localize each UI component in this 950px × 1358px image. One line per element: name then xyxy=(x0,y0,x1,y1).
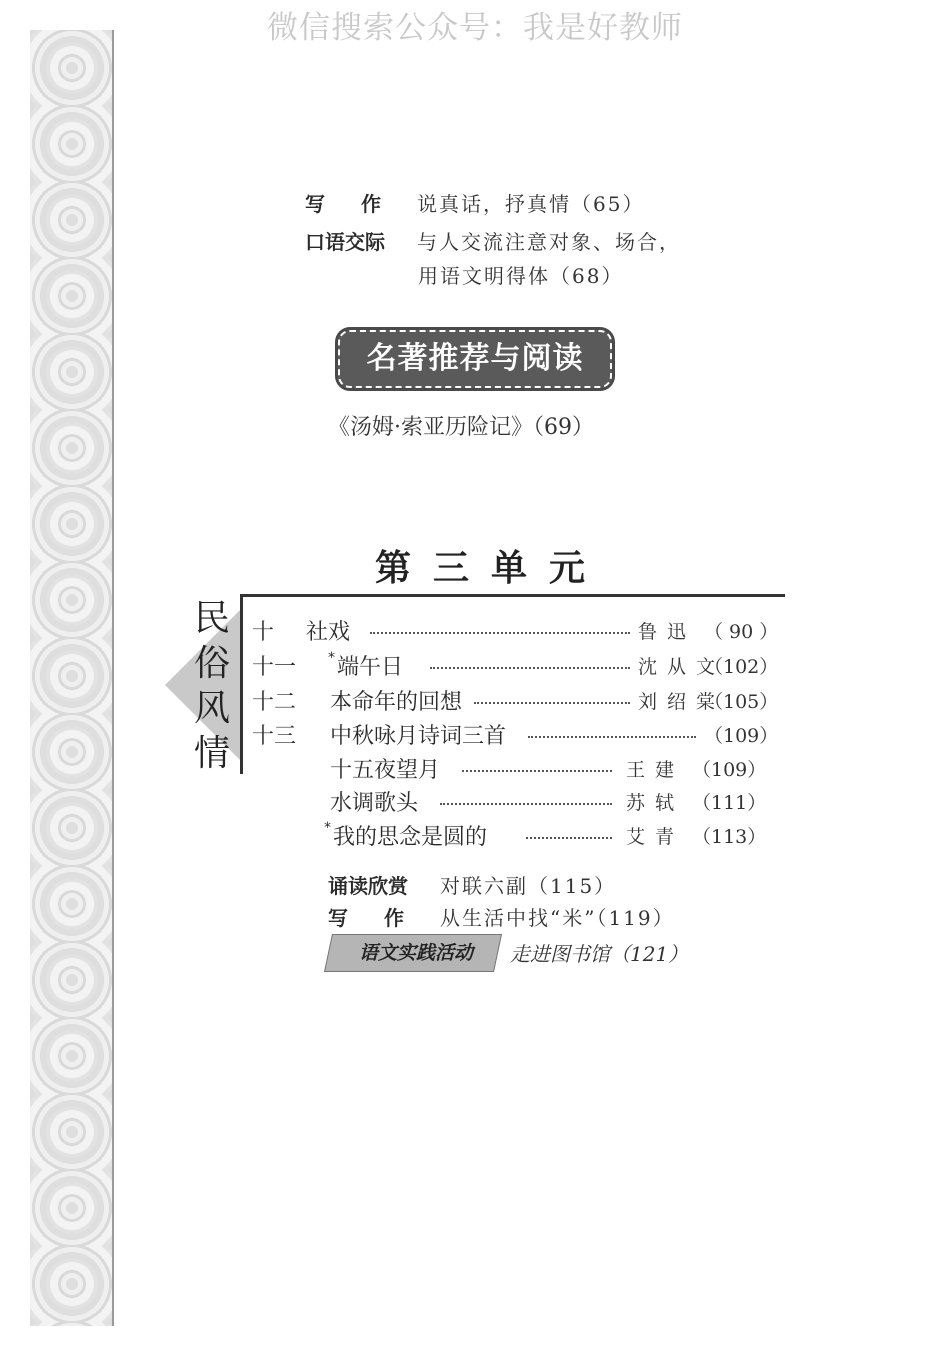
lesson-number: 十三 xyxy=(252,724,297,749)
lesson-page: （111） xyxy=(692,792,767,814)
unit-title: 第三单元 xyxy=(375,547,608,589)
theme-char: 俗 xyxy=(193,643,230,684)
lesson-row[interactable] xyxy=(252,719,779,749)
lesson-title: 中秋咏月诗词三首 xyxy=(328,719,512,750)
theme-char: 情 xyxy=(193,733,230,774)
lesson-author: 鲁迅 xyxy=(638,621,697,643)
lesson-page: （109） xyxy=(704,725,779,747)
lesson-number: 十 xyxy=(252,620,275,645)
oral-text-line1: 与人交流注意对象、场合， xyxy=(417,230,681,254)
lesson-title: 水调歌头 xyxy=(328,786,424,817)
lesson-row[interactable] xyxy=(252,685,779,715)
writing-text: 说真话，抒真情（65） xyxy=(417,192,645,216)
lesson-number: 十二 xyxy=(252,690,297,715)
classics-banner: 名著推荐与阅读 xyxy=(338,330,612,388)
lesson-row[interactable] xyxy=(252,615,779,645)
lesson-author: 刘绍棠 xyxy=(638,691,726,713)
lesson-row[interactable] xyxy=(252,786,772,816)
recite-label: 诵读欣赏 xyxy=(328,874,408,898)
lesson-page: （102） xyxy=(704,656,779,678)
leader-dots xyxy=(462,768,612,772)
lesson-title: *端午日 xyxy=(328,650,409,681)
unit-writing-text: 从生活中找“米”（119） xyxy=(440,906,675,930)
lesson-row[interactable] xyxy=(252,650,779,680)
oral-label: 口语交际 xyxy=(305,230,385,254)
lesson-author: 王建 xyxy=(626,759,685,781)
lesson-row[interactable] xyxy=(252,753,772,783)
leader-dots xyxy=(440,801,612,805)
lesson-page: （ 90 ） xyxy=(704,621,779,643)
theme-char: 民 xyxy=(193,598,230,639)
oral-entry xyxy=(305,226,681,255)
lesson-page: （113） xyxy=(692,826,767,848)
leader-dots xyxy=(430,665,630,669)
activity-label: 语文实践活动 xyxy=(358,942,473,964)
unit-writing-entry xyxy=(328,902,675,931)
lesson-title: 本命年的回想 xyxy=(328,685,468,716)
lesson-title: 十五夜望月 xyxy=(328,753,446,784)
leader-dots xyxy=(526,835,612,839)
decorative-border xyxy=(30,30,114,1326)
lesson-page: （105） xyxy=(704,691,779,713)
leader-dots xyxy=(528,734,696,738)
border-divider xyxy=(112,30,114,1326)
activity-text: 走进图书馆（121） xyxy=(510,942,689,966)
recite-text: 对联六副（115） xyxy=(440,874,617,898)
unit-theme xyxy=(190,596,234,776)
unit-side-rule xyxy=(240,594,243,774)
lesson-page: （109） xyxy=(692,759,767,781)
writing-label: 写作 xyxy=(305,192,417,216)
recite-entry xyxy=(328,870,616,899)
lesson-title: *我的思念是圆的 xyxy=(324,820,493,851)
writing-entry xyxy=(305,188,644,217)
leader-dots xyxy=(474,700,630,704)
watermark: 微信搜索公众号：我是好教师 xyxy=(267,10,683,46)
lesson-number: 十一 xyxy=(252,655,297,680)
oral-text-line2: 用语文明得体（68） xyxy=(418,264,624,288)
unit-rule xyxy=(240,594,785,597)
classics-book: 《汤姆·索亚历险记》（69） xyxy=(328,415,594,440)
theme-char: 风 xyxy=(193,688,230,729)
lesson-author: 艾青 xyxy=(626,826,685,848)
unit-writing-label: 写作 xyxy=(328,906,440,930)
lesson-row[interactable] xyxy=(252,820,772,850)
lesson-author: 苏轼 xyxy=(626,792,685,814)
leader-dots xyxy=(370,630,630,634)
lesson-author: 沈从文 xyxy=(638,656,726,678)
lesson-title: 社戏 xyxy=(304,615,356,646)
